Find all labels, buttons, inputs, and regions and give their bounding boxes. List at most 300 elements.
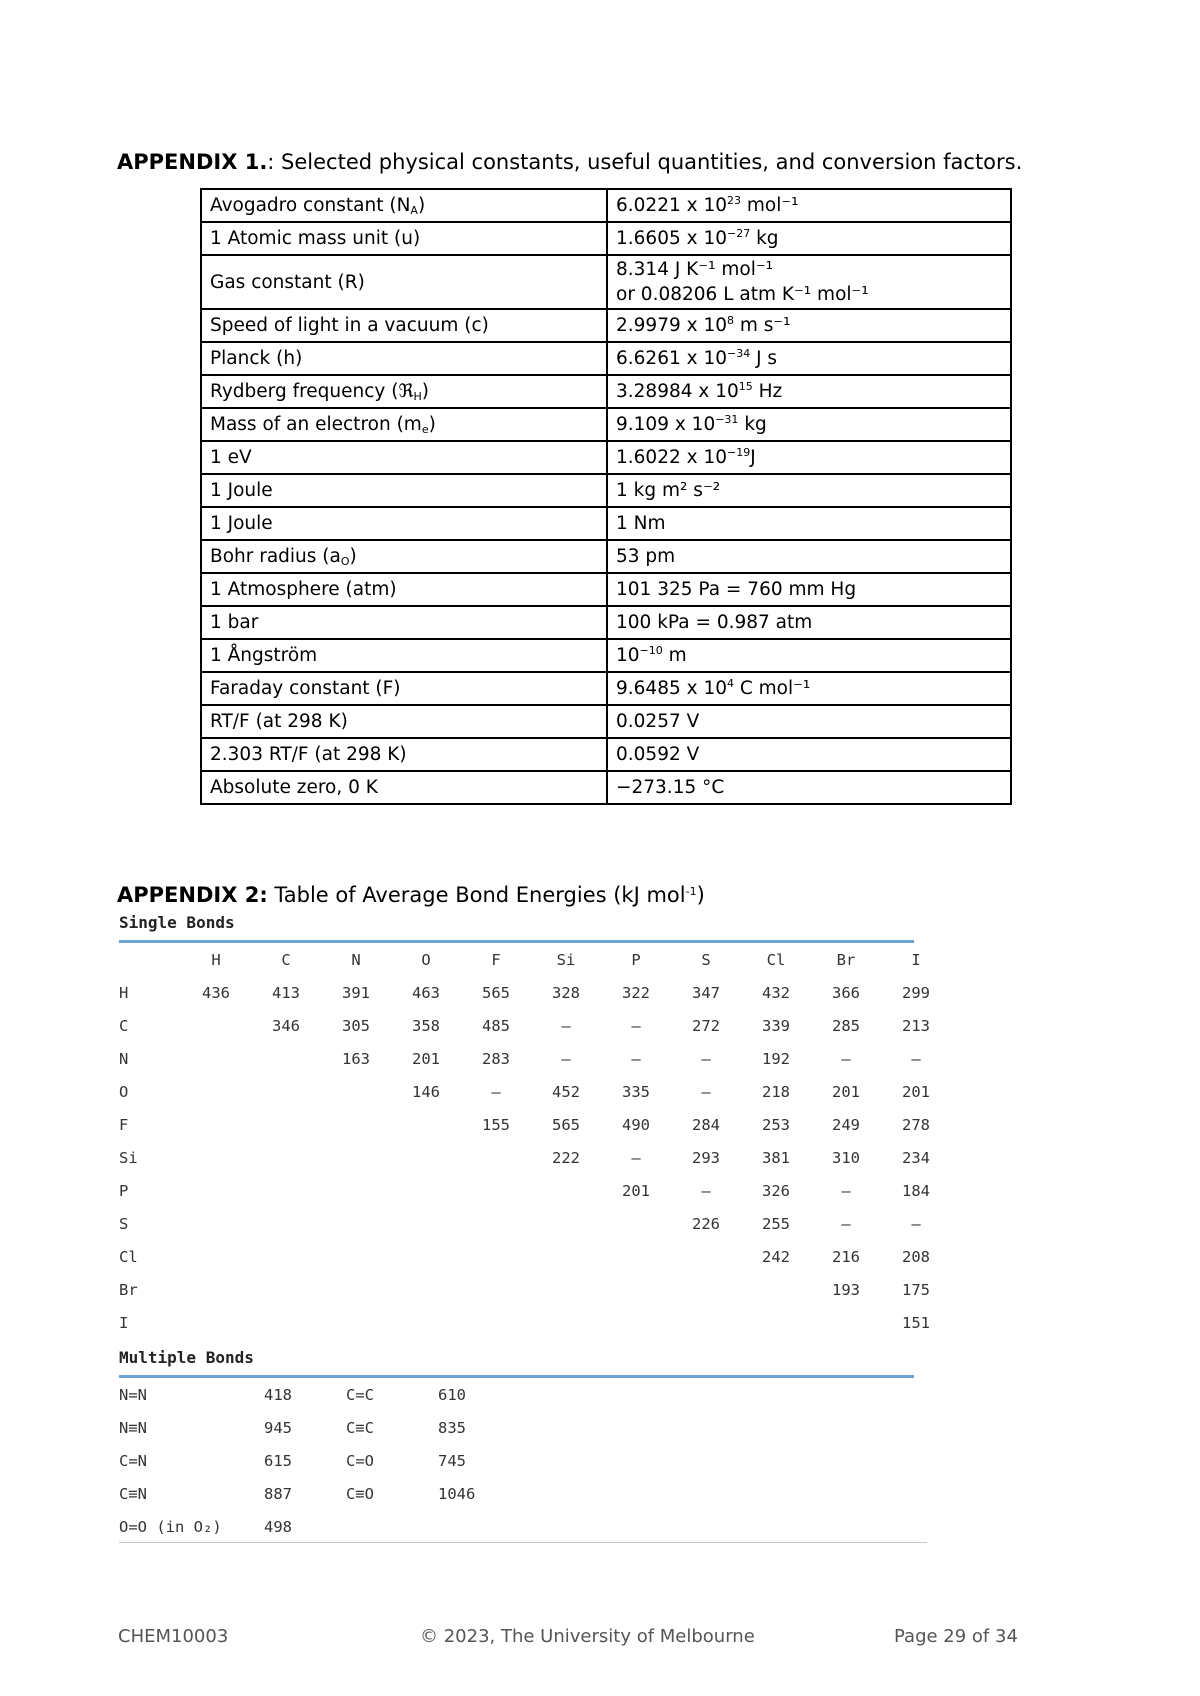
single-bond-row [119, 1141, 951, 1174]
value-unit: m s⁻¹ [733, 315, 791, 336]
row-header: H [119, 983, 129, 1002]
bond-energy-cell: – [841, 1214, 851, 1233]
quantity-tail: ) [417, 195, 426, 216]
column-header: C [281, 950, 291, 969]
value-exponent: −34 [726, 347, 751, 360]
column-header: Br [836, 950, 856, 969]
value-cell [607, 474, 1011, 507]
bond-energy-cell: 201 [412, 1049, 440, 1068]
quantity-cell [201, 639, 607, 672]
value-cell [607, 540, 1011, 573]
bond-energy-cell [531, 1207, 601, 1240]
row-header: C [119, 1016, 129, 1035]
bond-energy-cell: 242 [762, 1247, 790, 1266]
bond-energy-cell [531, 1273, 601, 1306]
single-bond-row [119, 1075, 951, 1108]
value-exponent: 4 [726, 677, 734, 690]
bond-energy-cell [601, 1240, 671, 1273]
value-text: 0.0257 V [616, 711, 700, 732]
bond-energy-cell [181, 1240, 251, 1273]
bond-type: C=C [346, 1385, 374, 1404]
bond-energy-cell: 310 [832, 1148, 860, 1167]
bond-energy-cell [251, 1174, 321, 1207]
value-text: 9.109 x 10 [616, 414, 716, 435]
multiple-bond-row [119, 1444, 518, 1477]
bond-energy-cell [531, 1306, 601, 1339]
value-unit: kg [738, 414, 767, 435]
bond-energy-cell: 201 [622, 1181, 650, 1200]
bond-energy-cell [181, 1075, 251, 1108]
bond-energy-cell: 436 [202, 983, 230, 1002]
row-header: O [119, 1082, 129, 1101]
bond-energy-cell: 151 [902, 1313, 930, 1332]
single-bond-row [119, 976, 951, 1009]
bond-energy-cell: 413 [272, 983, 300, 1002]
single-bond-row [119, 1009, 951, 1042]
bond-energy-cell [601, 1273, 671, 1306]
bond-type: C≡C [346, 1418, 374, 1437]
bond-energy-cell [321, 1207, 391, 1240]
value-text: 1 kg m² s⁻² [616, 480, 721, 501]
value-text: 6.0221 x 10 [616, 195, 727, 216]
value-cell [607, 672, 1011, 705]
quantity-name: Speed of light in a vacuum (c) [210, 315, 489, 336]
bond-type: C≡N [119, 1484, 147, 1503]
single-bonds-table [119, 943, 951, 1339]
constant-row [201, 606, 1011, 639]
value-exponent: 8 [726, 314, 734, 327]
constant-row [201, 540, 1011, 573]
quantity-name: Planck (h) [210, 348, 303, 369]
bond-energy-cell: 278 [902, 1115, 930, 1134]
appendix1-label: APPENDIX 1. [117, 150, 268, 174]
quantity-name: RT/F (at 298 K) [210, 711, 348, 732]
bond-energy-cell: 463 [412, 983, 440, 1002]
value-cell [607, 771, 1011, 804]
bond-energy-cell [251, 1042, 321, 1075]
bond-energy-cell [181, 1108, 251, 1141]
value-unit: mol⁻¹ [740, 195, 799, 216]
row-header: Cl [119, 1247, 138, 1266]
value-alt: or 0.08206 L atm K⁻¹ mol⁻¹ [616, 284, 869, 305]
quantity-cell [201, 222, 607, 255]
bond-energy-cell: 485 [482, 1016, 510, 1035]
row-header: N [119, 1049, 129, 1068]
bond-energy-cell: 305 [342, 1016, 370, 1035]
value-cell [607, 342, 1011, 375]
constant-row [201, 342, 1011, 375]
bond-energy-cell: 299 [902, 983, 930, 1002]
quantity-cell [201, 606, 607, 639]
quantity-cell [201, 540, 607, 573]
bond-energy-cell [531, 1240, 601, 1273]
quantity-cell [201, 771, 607, 804]
bond-energy-cell: 358 [412, 1016, 440, 1035]
quantity-cell [201, 255, 607, 309]
bond-energy-cell: 272 [692, 1016, 720, 1035]
multiple-bond-row [119, 1477, 518, 1510]
quantity-name: 1 Atmosphere (atm) [210, 579, 397, 600]
appendix2-title: Table of Average Bond Energies (kJ mol [267, 883, 686, 907]
bond-energy-cell: 322 [622, 983, 650, 1002]
quantity-name: Faraday constant (F) [210, 678, 401, 699]
bond-energy-cell: – [841, 1181, 851, 1200]
bond-energy-cell [181, 1306, 251, 1339]
bond-energy-cell: 381 [762, 1148, 790, 1167]
bond-energy-cell: 146 [412, 1082, 440, 1101]
value-unit: Hz [752, 381, 783, 402]
multiple-bonds-table [119, 1378, 518, 1543]
value-text: −273.15 °C [616, 777, 725, 798]
quantity-cell [201, 342, 607, 375]
value-exponent: −19 [726, 446, 751, 459]
bond-energy: 835 [438, 1418, 466, 1437]
value-text: 2.9979 x 10 [616, 315, 727, 336]
bond-energy-cell: – [631, 1049, 641, 1068]
bond-energy-cell: 391 [342, 983, 370, 1002]
quantity-name: 1 Joule [210, 480, 273, 501]
constant-row [201, 507, 1011, 540]
row-header: I [119, 1313, 129, 1332]
quantity-tail: ) [421, 381, 430, 402]
value-unit: m [662, 645, 687, 666]
column-header: P [631, 950, 641, 969]
quantity-cell [201, 738, 607, 771]
value-text: 8.314 J K⁻¹ mol⁻¹ [616, 259, 774, 280]
quantity-name: 1 Ångström [210, 645, 318, 666]
value-unit: kg [750, 228, 779, 249]
bond-energy-cell [321, 1108, 391, 1141]
bond-energy-cell [251, 1273, 321, 1306]
bond-energy-cell: 192 [762, 1049, 790, 1068]
value-text: 1.6605 x 10 [616, 228, 727, 249]
appendix2-title-sup: -1 [685, 885, 697, 898]
bond-energy-cell [321, 1240, 391, 1273]
constant-row [201, 375, 1011, 408]
column-header: F [491, 950, 501, 969]
constant-row [201, 408, 1011, 441]
bond-energy-cell: 283 [482, 1049, 510, 1068]
bond-energy-cell [321, 1174, 391, 1207]
bond-energy-cell: – [701, 1181, 711, 1200]
bond-energy-cell: 213 [902, 1016, 930, 1035]
bond-energy: 498 [264, 1517, 292, 1536]
column-header: S [701, 950, 711, 969]
bond-type: N≡N [119, 1418, 147, 1437]
bond-energy-cell: 335 [622, 1082, 650, 1101]
bond-energy-cell: 452 [552, 1082, 580, 1101]
value-cell [607, 189, 1011, 222]
constant-row [201, 639, 1011, 672]
bond-energy-cell: – [701, 1082, 711, 1101]
quantity-name: Avogadro constant (N [210, 195, 411, 216]
value-text: 6.6261 x 10 [616, 348, 727, 369]
value-cell [607, 222, 1011, 255]
row-header: Si [119, 1148, 138, 1167]
multiple-bond-row [119, 1411, 518, 1444]
bond-type: N=N [119, 1385, 147, 1404]
footer-copyright: © 2023, The University of Melbourne [420, 1626, 755, 1647]
bond-energy-cell: – [911, 1214, 921, 1233]
bond-energy-cell: 216 [832, 1247, 860, 1266]
value-text: 1.6022 x 10 [616, 447, 727, 468]
bond-energy-cell: 490 [622, 1115, 650, 1134]
column-header: N [351, 950, 361, 969]
value-cell [607, 441, 1011, 474]
bond-energy-cell [391, 1108, 461, 1141]
quantity-cell [201, 573, 607, 606]
single-bonds-title: Single Bonds [119, 913, 235, 932]
column-header: H [211, 950, 221, 969]
value-cell [607, 507, 1011, 540]
bond-energy-cell: 222 [552, 1148, 580, 1167]
value-cell [607, 573, 1011, 606]
bond-energy-cell: 253 [762, 1115, 790, 1134]
single-bond-row [119, 1240, 951, 1273]
value-text: 0.0592 V [616, 744, 700, 765]
quantity-cell [201, 375, 607, 408]
bond-energy-cell: 226 [692, 1214, 720, 1233]
value-text: 3.28984 x 10 [616, 381, 739, 402]
bond-energy-cell [601, 1207, 671, 1240]
constant-row [201, 672, 1011, 705]
column-header: I [911, 950, 921, 969]
value-exponent: 15 [738, 380, 753, 393]
value-cell [607, 606, 1011, 639]
constant-row [201, 573, 1011, 606]
value-exponent: −10 [639, 644, 663, 657]
bond-energy-cell [391, 1174, 461, 1207]
bond-energy-cell [391, 1306, 461, 1339]
quantity-subscript: O [340, 555, 350, 568]
footer-course-code: CHEM10003 [118, 1626, 229, 1647]
bond-energy-cell: 255 [762, 1214, 790, 1233]
bond-energy-cell [251, 1207, 321, 1240]
bond-energy-cell [321, 1141, 391, 1174]
value-text: 1 Nm [616, 513, 666, 534]
bond-energy-cell: 163 [342, 1049, 370, 1068]
bond-energy-cell [251, 1075, 321, 1108]
bond-energy-cell: – [841, 1049, 851, 1068]
appendix1-heading [117, 150, 1022, 174]
bond-energy-cell: 565 [482, 983, 510, 1002]
bond-energy-cell [391, 1141, 461, 1174]
bond-energy-cell: 201 [832, 1082, 860, 1101]
bond-energy-cell [321, 1075, 391, 1108]
constant-row [201, 738, 1011, 771]
value-unit: J s [750, 348, 778, 369]
bond-energy-cell [461, 1174, 531, 1207]
value-cell [607, 375, 1011, 408]
bond-energy-cell [461, 1207, 531, 1240]
quantity-name: Bohr radius (a [210, 546, 341, 567]
row-header: S [119, 1214, 129, 1233]
bond-energy-cell [461, 1141, 531, 1174]
constant-row [201, 705, 1011, 738]
bond-energy-cell: – [631, 1148, 641, 1167]
bond-energy: 745 [438, 1451, 466, 1470]
value-cell [607, 255, 1011, 309]
quantity-cell [201, 408, 607, 441]
quantity-cell [201, 474, 607, 507]
single-bond-row [119, 1108, 951, 1141]
bond-energy-cell: 155 [482, 1115, 510, 1134]
value-cell [607, 309, 1011, 342]
bond-energy-cell: 175 [902, 1280, 930, 1299]
quantity-subscript: H [413, 390, 422, 403]
bond-energy-cell: 328 [552, 983, 580, 1002]
constant-row [201, 189, 1011, 222]
bond-energy-cell [391, 1273, 461, 1306]
constant-row [201, 255, 1011, 309]
constant-row [201, 441, 1011, 474]
bottom-rule [119, 1542, 927, 1543]
bond-type: C≡O [346, 1484, 374, 1503]
bond-energy: 1046 [438, 1484, 476, 1503]
value-cell [607, 705, 1011, 738]
value-unit: J [750, 447, 756, 468]
bond-energy-cell [181, 1141, 251, 1174]
bond-energy-cell: – [561, 1049, 571, 1068]
bond-type: C=O [346, 1451, 374, 1470]
bond-energy-cell: – [491, 1082, 501, 1101]
bond-energy-cell [671, 1240, 741, 1273]
bond-energy-cell [461, 1240, 531, 1273]
quantity-name: 1 bar [210, 612, 259, 633]
row-header: Br [119, 1280, 138, 1299]
bond-energy-cell: 285 [832, 1016, 860, 1035]
quantity-cell [201, 672, 607, 705]
bond-energy-cell [251, 1108, 321, 1141]
bond-energy: 945 [264, 1418, 292, 1437]
bond-energy-cell [601, 1306, 671, 1339]
bond-energy-cell: 326 [762, 1181, 790, 1200]
value-text: 100 kPa = 0.987 atm [616, 612, 813, 633]
value-text: 9.6485 x 10 [616, 678, 727, 699]
appendix2-label: APPENDIX 2: [117, 883, 268, 907]
quantity-tail: ) [349, 546, 357, 567]
bond-energy-cell: 249 [832, 1115, 860, 1134]
bond-energy-cell: 293 [692, 1148, 720, 1167]
bond-energy-cell [181, 1207, 251, 1240]
single-bonds-header-row [119, 943, 951, 976]
quantity-cell [201, 309, 607, 342]
bond-energy-cell [251, 1141, 321, 1174]
single-bond-row [119, 1174, 951, 1207]
single-bond-row [119, 1273, 951, 1306]
quantity-cell [201, 705, 607, 738]
bond-energy-cell [671, 1273, 741, 1306]
column-header: Si [556, 950, 576, 969]
quantity-name: Gas constant (R) [210, 271, 365, 293]
quantity-subscript: A [410, 204, 418, 217]
bond-energy [438, 1510, 518, 1543]
bond-energy-cell [391, 1240, 461, 1273]
quantity-subscript: e [421, 423, 429, 436]
bond-energy-cell: – [631, 1016, 641, 1035]
single-bond-row [119, 1207, 951, 1240]
footer-page-number: Page 29 of 34 [894, 1626, 1018, 1647]
quantity-cell [201, 189, 607, 222]
quantity-name: 2.303 RT/F (at 298 K) [210, 744, 407, 765]
quantity-tail: ) [428, 414, 436, 435]
value-cell [607, 738, 1011, 771]
bond-energy-cell [181, 1174, 251, 1207]
bond-energy: 615 [264, 1451, 292, 1470]
constant-row [201, 474, 1011, 507]
bond-energy-cell [461, 1306, 531, 1339]
bond-energy-cell [321, 1273, 391, 1306]
bond-energy-cell: 234 [902, 1148, 930, 1167]
appendix1-title: : Selected physical constants, useful quantities, and conversion factors. [267, 150, 1023, 174]
bond-energy-cell [531, 1174, 601, 1207]
bond-type: O=O (in O₂) [119, 1517, 222, 1536]
bond-energy-cell [741, 1306, 811, 1339]
bond-energy-cell [671, 1306, 741, 1339]
quantity-name: 1 Joule [210, 513, 273, 534]
bond-energy-cell [251, 1240, 321, 1273]
value-exponent: −31 [715, 413, 739, 426]
bond-energy-cell: 184 [902, 1181, 930, 1200]
bond-energy-cell: 218 [762, 1082, 790, 1101]
bond-energy-cell: 339 [762, 1016, 790, 1035]
quantity-name: Mass of an electron (m [210, 414, 422, 435]
bond-energy-cell [181, 1042, 251, 1075]
single-bond-row [119, 1042, 951, 1075]
bond-energy-cell: – [701, 1049, 711, 1068]
bond-energy-cell [741, 1273, 811, 1306]
constants-table [200, 188, 1012, 805]
row-header: P [119, 1181, 129, 1200]
column-header: Cl [766, 950, 786, 969]
bond-energy-cell [391, 1207, 461, 1240]
quantity-name: Rydberg frequency (ℜ [210, 381, 414, 402]
quantity-cell [201, 507, 607, 540]
bond-energy-cell: 201 [902, 1082, 930, 1101]
bond-energy-cell: 284 [692, 1115, 720, 1134]
bond-type [346, 1510, 438, 1543]
bond-energy: 418 [264, 1385, 292, 1404]
quantity-name: 1 eV [210, 447, 252, 468]
bond-energy-cell: 565 [552, 1115, 580, 1134]
constant-row [201, 309, 1011, 342]
bond-energy-cell [181, 1273, 251, 1306]
bond-energy-cell: 193 [832, 1280, 860, 1299]
bond-type: C=N [119, 1451, 147, 1470]
quantity-name: Absolute zero, 0 K [210, 777, 378, 798]
bond-energy-cell: 347 [692, 983, 720, 1002]
value-text: 101 325 Pa = 760 mm Hg [616, 579, 857, 600]
bond-energy-cell: 208 [902, 1247, 930, 1266]
value-text: 10 [616, 645, 640, 666]
quantity-cell [201, 441, 607, 474]
single-bond-row [119, 1306, 951, 1339]
appendix2-title-tail: ) [696, 883, 705, 907]
value-unit: C mol⁻¹ [733, 678, 811, 699]
appendix2-heading [117, 883, 705, 907]
bond-energy-cell [181, 1009, 251, 1042]
constant-row [201, 222, 1011, 255]
multiple-bonds-title: Multiple Bonds [119, 1348, 254, 1367]
bond-energy-cell [251, 1306, 321, 1339]
bond-energy-cell: 346 [272, 1016, 300, 1035]
bond-energy-cell: – [911, 1049, 921, 1068]
value-exponent: 23 [726, 194, 741, 207]
bond-energy-cell [321, 1306, 391, 1339]
bond-energy-cell: 366 [832, 983, 860, 1002]
constant-row [201, 771, 1011, 804]
value-text: 53 pm [616, 546, 676, 567]
